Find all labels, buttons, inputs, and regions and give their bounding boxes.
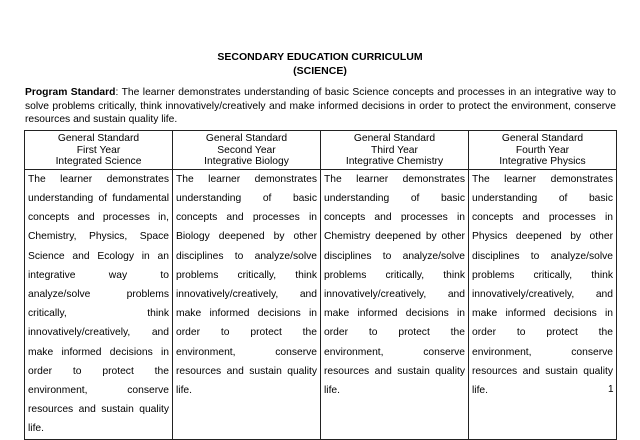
cell-third-year: The learner demonstrates understanding of basic concepts and processes in Chemistry deepened by other disciplines to analyze/solve problems critically, think innovatively/creatively, and make informed decisions in order to protect the environment, conserve resources and sustain quality life. bbox=[321, 169, 469, 439]
standards-table bbox=[24, 130, 617, 440]
header-second-year: General Standard Second Year Integrative Biology bbox=[173, 131, 321, 170]
program-standard-label: Program Standard bbox=[25, 87, 116, 98]
title-line-2: (SCIENCE) bbox=[293, 65, 347, 77]
cell-first-year: The learner demonstrates understanding of fundamental concepts and processes in, Chemistry, Physics, Space Science and Ecology in an integrative way to analyze/solve problems critically, think innovatively/creatively, and make informed decisions in order to protect the environment, conserve resources and sustain quality life. bbox=[25, 169, 173, 439]
document-title bbox=[0, 50, 640, 78]
cell-fourth-year: The learner demonstrates understanding of basic concepts and processes in Physics deepened by other disciplines to analyze/solve problems critically, think innovatively/creatively, and make informed decisions in order to protect the environment, conserve resources and sustain quality life. bbox=[469, 169, 617, 439]
header-third-year: General Standard Third Year Integrative Chemistry bbox=[321, 131, 469, 170]
table-row bbox=[25, 169, 617, 439]
page-number: 1 bbox=[608, 384, 614, 395]
header-fourth-year: General Standard Fourth Year Integrative Physics bbox=[469, 131, 617, 170]
header-first-year: General Standard First Year Integrated Science bbox=[25, 131, 173, 170]
cell-second-year: The learner demonstrates understanding of basic concepts and processes in Biology deepened by other disciplines to analyze/solve problems critically, think innovatively/creatively, and make informed decisions in order to protect the environment, conserve resources and sustain quality life. bbox=[173, 169, 321, 439]
table-header-row bbox=[25, 131, 617, 170]
program-standard bbox=[25, 86, 616, 127]
program-standard-text: : The learner demonstrates understanding of basic Science concepts and processes in an integrative way to solve problems critically, think innovatively/creatively and make informed decisions in order to protect the environment, conserve resources and sustain quality life. bbox=[25, 87, 616, 125]
title-line-1: SECONDARY EDUCATION CURRICULUM bbox=[217, 51, 423, 63]
